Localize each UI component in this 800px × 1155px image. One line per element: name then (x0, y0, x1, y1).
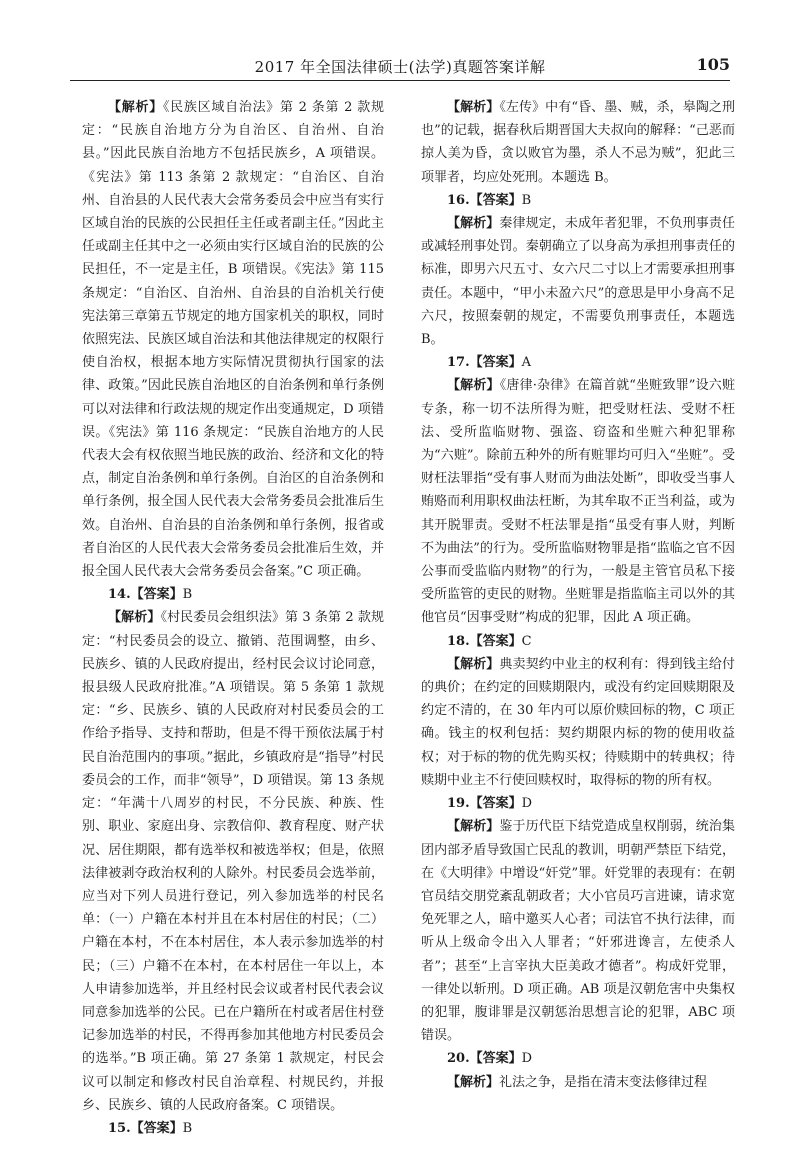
paragraph-text: 鉴于历代臣下结党造成皇权削弱，统治集团内部矛盾导致国亡民乱的教训，明朝严禁臣下结党，在《大明律》中增设“奸党”罪。奸党罪的表现有：在朝官员结交朋党紊乱朝政者；大小官员巧言进谏，请求宽免死罪之人，暗中邀买人心者；司法官不执行法律，而听从上级命令出入人罪者；“奸邪进谗言，左使杀人者”；甚至“上言宰执大臣美政才德者”。构成奸党罪，一律处以斩刑。D 项正确。AB 项是汉朝危害中央集权的犯罪，腹诽罪是汉朝惩治思想言论的犯罪，ABC 项错误。 (421, 819, 735, 1044)
answer-value: C (521, 633, 532, 649)
paragraph-text: 秦律规定，未成年者犯罪，不负刑事责任或减轻刑事处罚。秦朝确立了以身高为承担刑事责任的标准，即男六尺五寸、女六尺二寸以上才需要承担刑事责任。本题中，“甲小未盈六尺”的意思是甲小身高不足六尺，按照秦朝的规定，不需要负刑事责任，本题选 B。 (421, 216, 735, 348)
answer-line (421, 1047, 735, 1070)
answer-line (421, 792, 735, 815)
paragraph (421, 815, 735, 1047)
paragraph-text: 《村民委员会组织法》第 3 条第 2 款规定：“村民委员会的设立、撤销、范围调整，由乡、民族乡、镇的人民政府提出，经村民会议讨论同意，报县级人民政府批准。”A 项错误。第 5 条第 1 款规定：“乡、民族乡、镇的人民政府对村民委员会的工作给予指导、支持和帮助，但是不得干预依法属于村民自治范围内的事项。”据此，乡镇政府是“指导”村民委员会的工作，而非“领导”，D 项错误。第 13 条规定：“年满十八周岁的村民，不分民族、种族、性别、职业、家庭出身、宗教信仰、教育程度、财产状况、居住期限，都有选举权和被选举权；但是，依照法律被剥夺政治权利的人除外。村民委员会选举前，应当对下列人员进行登记，列入参加选举的村民名单：（一）户籍在本村并且在本村居住的村民；（二）户籍在本村，不在本村居住，本人表示参加选举的村民；（三）户籍不在本村，在本村居住一年以上，本人申请参加选举，并且经村民会议或者村民代表会议同意参加选举的公民。已在户籍所在村或者居住村登记参加选举的村民，不得再参加其他地方村民委员会的选举。”B 项正确。第 27 条第 1 款规定，村民会议可以制定和修改村民自治章程、村规民约，并报乡、民族乡、镇的人民政府备案。C 项错误。 (82, 610, 384, 1113)
paragraph-label: 【解析】 (447, 100, 500, 115)
answer-value: D (521, 796, 533, 812)
answer-line (421, 630, 735, 653)
paragraph-text: 《民族区域自治法》第 2 条第 2 款规定：“民族自治地方分为自治区、自治州、自治县。”因此民族自治地方不包括民族乡，A 项错误。《宪法》第 113 条第 2 款规定：“自治区、自治州、自治县的人民代表大会常务委员会中应当有实行区域自治的民族的公民担任主任或者副主任。”因此主任或副主任其中之一必须由实行区域自治的民族的公民担任，不一定是主任，B 项错误。《宪法》第 115 条规定：“自治区、自治州、自治县的自治机关行使宪法第三章第五节规定的地方国家机关的职权，同时依照宪法、民族区域自治法和其他法律规定的权限行使自治权，根据本地方实际情况贯彻执行国家的法律、政策。”因此民族自治地区的自治条例和单行条例可以对法律和行政法规的规定作出变通规定，D 项错误。《宪法》第 116 条规定：“民族自治地方的人民代表大会有权依照当地民族的政治、经济和文化的特点，制定自治条例和单行条例。自治区的自治条例和单行条例，报全国人民代表大会常务委员会批准后生效。自治州、自治县的自治条例和单行条例，报省或者自治区的人民代表大会常务委员会批准后生效，并报全国人民代表大会常务委员会备案。”C 项正确。 (82, 100, 384, 580)
answer-value: D (521, 1051, 533, 1067)
paragraph-text: 《左传》中有“昏、墨、贼，杀，皋陶之刑也”的记载，据春秋后期晋国大夫叔向的解释：“己恶而掠人美为昏，贪以败官为墨，杀人不忌为贼”，犯此三项罪者，均应处死刑。本题选 B。 (421, 100, 735, 185)
paragraph-label: 【解析】 (447, 656, 500, 672)
answer-label: 19.【答案】 (447, 796, 522, 812)
answer-value: B (521, 192, 532, 208)
answer-line (82, 583, 384, 606)
paragraph-label: 【解析】 (447, 819, 500, 835)
paragraph (82, 606, 384, 1116)
answer-label: 20.【答案】 (447, 1051, 522, 1067)
paragraph (82, 96, 384, 583)
answer-value: B (182, 1120, 193, 1136)
left-column (82, 96, 384, 1140)
page-header (70, 50, 730, 81)
answer-line (421, 189, 735, 212)
right-column (421, 96, 735, 1094)
paragraph (421, 212, 735, 351)
answer-value: B (182, 587, 193, 603)
answer-line (82, 1117, 384, 1140)
paragraph-label: 【解析】 (447, 378, 500, 394)
header-title: 2017 年全国法律硕士(法学)真题答案详解 (254, 58, 546, 76)
paragraph-text: 礼法之争，是指在清末变法修律过程 (499, 1074, 708, 1090)
paragraph-label: 【解析】 (108, 100, 163, 115)
paragraph-label: 【解析】 (447, 216, 500, 232)
answer-value: A (521, 355, 532, 371)
paragraph (421, 374, 735, 629)
answer-label: 14.【答案】 (108, 587, 183, 603)
answer-label: 16.【答案】 (447, 192, 522, 208)
paragraph-text: 《唐律·杂律》在篇首就“坐赃致罪”设六赃专条，称一切不法所得为赃，把受财枉法、受财不枉法、受所监临财物、强盗、窃盗和坐赃六种犯罪称为“六赃”。除前五种外的所有赃罪均可归入“坐赃”。受财枉法罪指“受有事人财而为曲法处断”，即收受当事人贿赂而利用职权曲法枉断，为其牟取不正当利益，或为其开脱罪责。受财不枉法罪是指“虽受有事人财，判断不为曲法”的行为。受所监临财物罪是指“监临之官不因公事而受监临内财物”的行为，一般是主管官员私下接受所监管的吏民的财物。坐赃罪是指监临主司以外的其他官员“因事受财”构成的犯罪，因此 A 项正确。 (421, 378, 735, 626)
answer-label: 15.【答案】 (108, 1120, 183, 1136)
paragraph (421, 96, 735, 189)
page-number: 105 (696, 55, 730, 74)
paragraph-label: 【解析】 (108, 610, 161, 626)
paragraph-text: 典卖契约中业主的权利有：得到钱主给付的典价；在约定的回赎期限内，或没有约定回赎期限及约定不清的，在 30 年内可以原价赎回标的物，C 项正确。钱主的权利包括：契约期限内标的物的使用收益权；对于标的物的优先购买权；待赎期中的转典权；待赎期中业主不行使回赎权时，取得标的物的所有权。 (421, 656, 735, 788)
paragraph (421, 1071, 735, 1094)
paragraph-label: 【解析】 (447, 1074, 500, 1090)
answer-line (421, 351, 735, 374)
answer-label: 17.【答案】 (447, 355, 522, 371)
paragraph (421, 653, 735, 792)
answer-label: 18.【答案】 (447, 633, 522, 649)
